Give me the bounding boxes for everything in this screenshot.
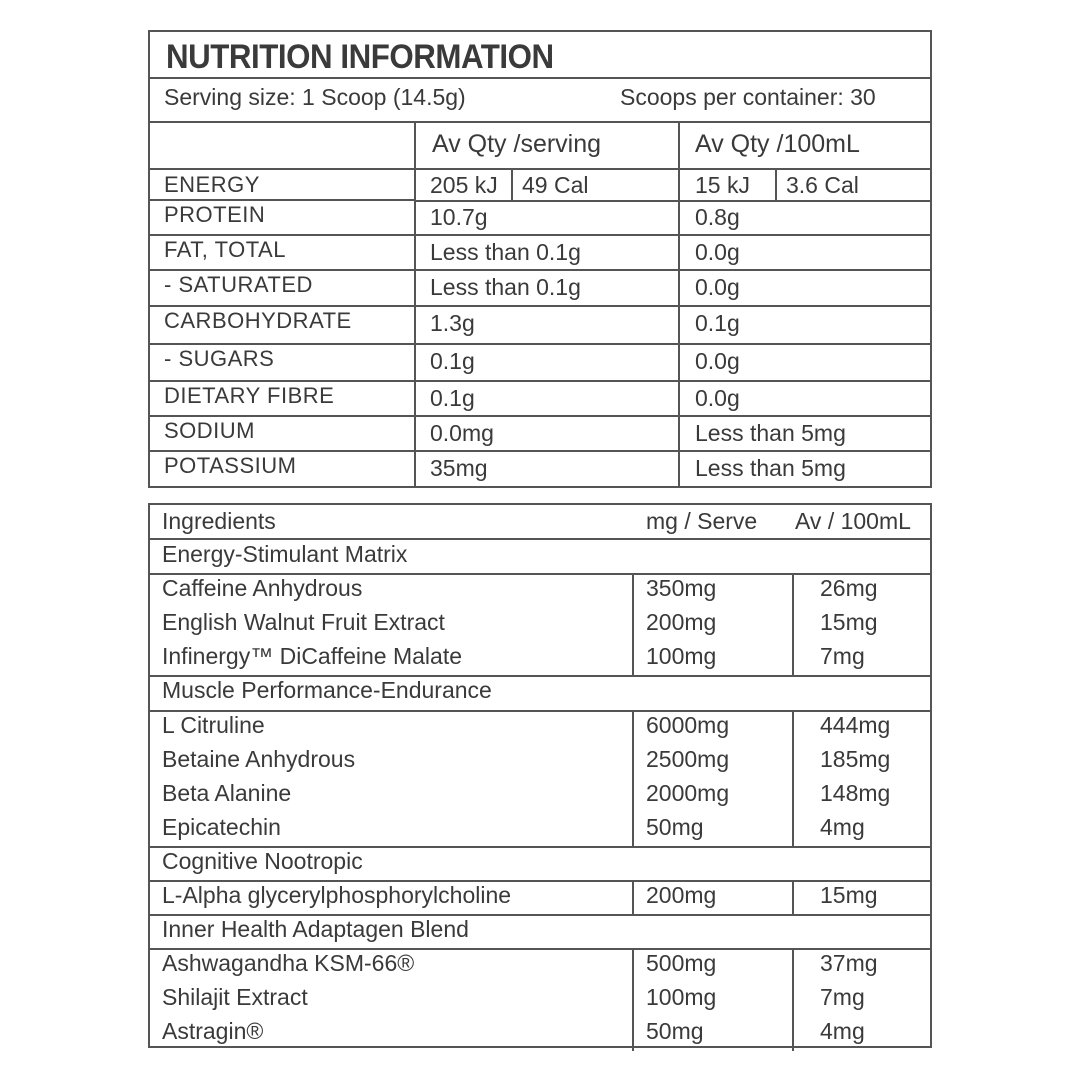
energy-split (511, 170, 513, 200)
row-label-potassium: POTASSIUM (164, 453, 297, 478)
column-header-serving: Av Qty /serving (432, 130, 602, 158)
row-serving-dietaryfibre: 0.1g (430, 385, 475, 411)
row-serving-sodium: 0.0mg (430, 420, 494, 446)
ingredient-name: Infinergy™ DiCaffeine Malate (162, 643, 462, 670)
row-100ml-saturated: 0.0g (695, 274, 740, 300)
divider (150, 305, 930, 307)
row-serving-fattotal: Less than 0.1g (430, 239, 581, 265)
divider (150, 269, 930, 271)
row-label-fattotal: FAT, TOTAL (164, 237, 286, 262)
ingredient-category: Cognitive Nootropic (162, 847, 363, 874)
ingredient-mg-serve: 200mg (646, 882, 717, 908)
row-100ml-potassium: Less than 5mg (695, 455, 846, 481)
energy-serving-cal: 49 Cal (522, 172, 589, 198)
nutrition-title: NUTRITION INFORMATION (166, 38, 554, 76)
ingredient-name: L Citruline (162, 711, 265, 738)
divider (150, 380, 930, 382)
ingredient-mg-serve: 100mg (646, 643, 717, 670)
ingredients-header-100ml: Av / 100mL (795, 508, 911, 534)
divider (150, 77, 930, 79)
column-divider (632, 574, 634, 608)
scoops-per-container: Scoops per container: 30 (620, 84, 876, 110)
ingredients-panel (148, 503, 932, 1048)
column-divider (678, 121, 680, 486)
energy-split (775, 170, 777, 200)
column-divider (792, 745, 794, 779)
serving-size: Serving size: 1 Scoop (14.5g) (164, 84, 466, 110)
column-divider (632, 711, 634, 745)
ingredient-mg-serve: 6000mg (646, 711, 730, 738)
ingredient-category: Energy-Stimulant Matrix (162, 541, 408, 567)
row-label-carbohydrate: CARBOHYDRATE (164, 308, 352, 333)
ingredient-av-100ml: 15mg (820, 609, 878, 636)
column-divider (792, 1017, 794, 1051)
column-divider (632, 779, 634, 813)
ingredient-mg-serve: 350mg (646, 575, 717, 602)
ingredient-name: Caffeine Anhydrous (162, 575, 363, 602)
column-divider (414, 121, 416, 486)
row-100ml-fattotal: 0.0g (695, 239, 740, 265)
column-divider (632, 608, 634, 642)
divider (150, 168, 930, 170)
column-divider (632, 881, 634, 915)
ingredient-av-100ml: 444mg (820, 711, 891, 738)
column-divider (632, 745, 634, 779)
divider (150, 121, 930, 123)
ingredient-mg-serve: 2000mg (646, 779, 730, 806)
column-divider (792, 949, 794, 983)
ingredient-av-100ml: 185mg (820, 745, 891, 772)
row-serving-protein: 10.7g (430, 204, 488, 230)
ingredient-av-100ml: 7mg (820, 984, 865, 1011)
column-divider (792, 881, 794, 915)
energy-100ml-cal: 3.6 Cal (786, 172, 859, 198)
ingredient-av-100ml: 148mg (820, 779, 891, 806)
ingredient-mg-serve: 100mg (646, 984, 717, 1011)
row-label-energy: ENERGY (164, 172, 260, 197)
ingredient-name: Astragin® (162, 1018, 264, 1045)
divider (150, 538, 930, 540)
column-divider (632, 983, 634, 1017)
ingredient-av-100ml: 15mg (820, 882, 878, 908)
ingredient-name: L-Alpha glycerylphosphorylcholine (162, 882, 512, 908)
row-serving-carbohydrate: 1.3g (430, 310, 475, 336)
column-divider (792, 779, 794, 813)
row-serving-saturated: Less than 0.1g (430, 274, 581, 300)
ingredient-mg-serve: 50mg (646, 1018, 704, 1045)
divider (150, 450, 930, 452)
ingredient-name: Epicatechin (162, 813, 281, 840)
column-divider (792, 983, 794, 1017)
ingredient-av-100ml: 37mg (820, 950, 878, 977)
ingredient-name: English Walnut Fruit Extract (162, 609, 445, 636)
ingredient-mg-serve: 200mg (646, 609, 717, 636)
ingredient-name: Shilajit Extract (162, 984, 308, 1011)
ingredient-av-100ml: 7mg (820, 643, 865, 670)
energy-100ml-kj: 15 kJ (695, 172, 750, 198)
ingredient-name: Betaine Anhydrous (162, 745, 356, 772)
column-divider (632, 949, 634, 983)
column-header-100ml: Av Qty /100mL (695, 130, 860, 158)
ingredient-av-100ml: 4mg (820, 813, 865, 840)
ingredient-av-100ml: 4mg (820, 1018, 865, 1045)
ingredient-name: Beta Alanine (162, 779, 292, 806)
row-label-protein: PROTEIN (164, 202, 266, 227)
ingredient-mg-serve: 50mg (646, 813, 704, 840)
ingredient-av-100ml: 26mg (820, 575, 878, 602)
column-divider (632, 813, 634, 847)
energy-serving-kj: 205 kJ (430, 172, 498, 198)
row-label-sugars: - SUGARS (164, 346, 275, 371)
column-divider (792, 608, 794, 642)
nutrition-information-panel (148, 30, 932, 488)
row-100ml-dietaryfibre: 0.0g (695, 385, 740, 411)
ingredient-category: Muscle Performance-Endurance (162, 677, 492, 704)
ingredient-mg-serve: 500mg (646, 950, 717, 977)
divider (150, 415, 930, 417)
column-divider (792, 574, 794, 608)
row-label-saturated: - SATURATED (164, 272, 313, 297)
column-divider (792, 642, 794, 676)
row-label-dietaryfibre: DIETARY FIBRE (164, 383, 335, 408)
ingredient-name: Ashwagandha KSM-66® (162, 950, 415, 977)
column-divider (792, 711, 794, 745)
column-divider (632, 642, 634, 676)
ingredients-header: Ingredients (162, 508, 276, 534)
divider (150, 199, 414, 201)
row-100ml-sodium: Less than 5mg (695, 420, 846, 446)
row-label-sodium: SODIUM (164, 418, 255, 443)
row-serving-potassium: 35mg (430, 455, 488, 481)
divider (150, 234, 930, 236)
ingredients-header-serve: mg / Serve (646, 508, 758, 534)
divider (150, 710, 930, 712)
divider (414, 200, 930, 202)
divider (150, 343, 930, 345)
column-divider (792, 813, 794, 847)
column-divider (632, 1017, 634, 1051)
row-100ml-carbohydrate: 0.1g (695, 310, 740, 336)
row-100ml-sugars: 0.0g (695, 348, 740, 374)
row-serving-sugars: 0.1g (430, 348, 475, 374)
row-100ml-protein: 0.8g (695, 204, 740, 230)
ingredient-mg-serve: 2500mg (646, 745, 730, 772)
ingredient-category: Inner Health Adaptagen Blend (162, 916, 469, 943)
